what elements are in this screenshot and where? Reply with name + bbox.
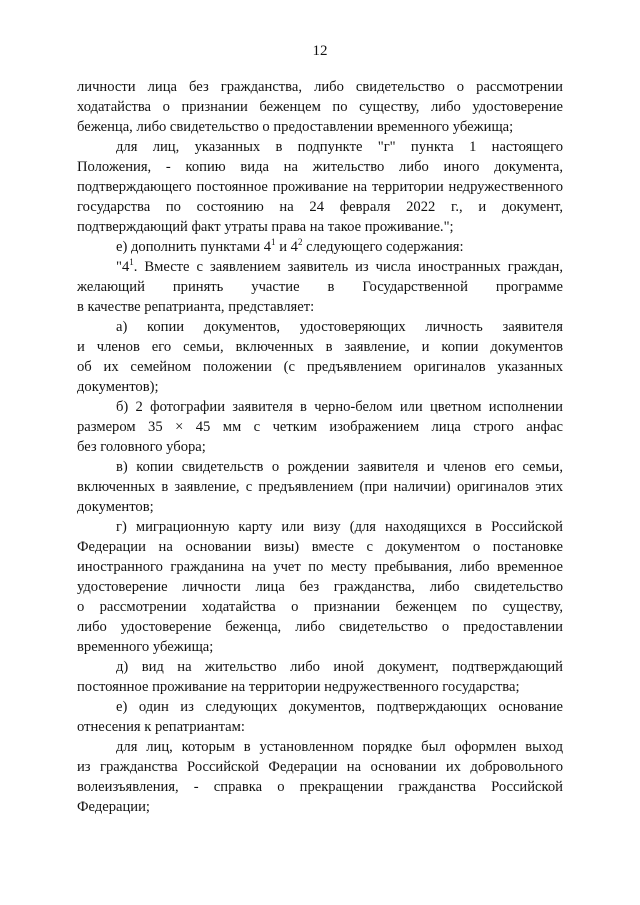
text-line: подтверждающий факт утраты права на такое проживание."; — [77, 219, 454, 235]
text-line: для лиц, которым в установленном порядке был оформлен выход — [116, 739, 563, 755]
text-line: размером 35 × 45 мм с четким изображением лица строго анфас — [77, 419, 563, 435]
text-line: ходатайства о признании беженцем по существу, либо удостоверение — [77, 99, 563, 115]
text-line: в) копии свидетельств о рождении заявителя и членов его семьи, — [116, 459, 563, 475]
text-span: "4 — [116, 259, 130, 275]
text-line: а) копии документов, удостоверяющих личность заявителя — [116, 319, 563, 335]
superscript: 1 — [271, 237, 276, 247]
text-line: документов); — [77, 379, 159, 395]
text-line: е) один из следующих документов, подтверждающих основание — [116, 699, 563, 715]
text-line: волеизъявления, - справка о прекращении гражданства Российской — [77, 779, 563, 795]
text-line: д) вид на жительство либо иной документ, подтверждающий — [116, 659, 563, 675]
text-line — [116, 237, 563, 257]
text-span: и 4 — [275, 239, 298, 255]
page-number: 12 — [312, 43, 328, 59]
text-line: Федерации на основании визы) вместе с документом о постановке — [77, 539, 563, 555]
text-line: Положения, - копию вида на жительство либо иного документа, — [77, 159, 563, 175]
text-line: для лиц, указанных в подпункте "г" пункта 1 настоящего — [116, 139, 563, 155]
text-line: постоянное проживание на территории недружественного государства; — [77, 679, 520, 695]
text-line — [116, 257, 563, 277]
text-line: желающий принять участие в Государственной программе — [77, 279, 563, 295]
text-line: временного убежища; — [77, 639, 214, 655]
text-span: е) дополнить пунктами 4 — [116, 239, 272, 255]
text-line: беженца, либо свидетельство о предоставлении временного убежища; — [77, 119, 514, 135]
text-line: государства по состоянию на 24 февраля 2022 г., и документ, — [77, 199, 563, 215]
text-line: либо удостоверение беженца, либо свидетельство о предоставлении — [77, 619, 563, 635]
superscript: 2 — [297, 237, 303, 247]
text-line: подтверждающего постоянное проживание на территории недружественного — [77, 179, 563, 195]
text-line: об их семейном положении (с предъявлением оригиналов указанных — [77, 359, 563, 375]
text-line: о рассмотрении ходатайства о признании беженцем по существу, — [77, 599, 563, 615]
text-span: следующего содержания: — [302, 239, 464, 255]
text-line: из гражданства Российской Федерации на основании их добровольного — [77, 759, 563, 775]
text-line: включенных в заявление, с предъявлением (при наличии) оригиналов этих — [77, 479, 563, 495]
text-line: г) миграционную карту или визу (для находящихся в Российской — [116, 519, 563, 535]
text-line: отнесения к репатриантам: — [77, 719, 245, 735]
text-line: Федерации; — [77, 799, 150, 815]
superscript: 1 — [129, 257, 134, 267]
text-line: документов; — [77, 499, 154, 515]
text-line: б) 2 фотографии заявителя в черно-белом или цветном исполнении — [116, 399, 563, 415]
text-span: . Вместе с заявлением заявитель из числа иностранных граждан, — [133, 259, 563, 275]
text-line: без головного убора; — [77, 439, 206, 455]
text-line: и членов его семьи, включенных в заявление, и копии документов — [77, 339, 563, 355]
text-line: в качестве репатрианта, представляет: — [77, 299, 315, 315]
text-line: удостоверение личности лица без гражданства, либо свидетельство — [77, 579, 563, 595]
text-line: личности лица без гражданства, либо свидетельство о рассмотрении — [77, 79, 563, 95]
text-line: иностранного гражданина на учет по месту пребывания, либо временное — [77, 559, 563, 575]
